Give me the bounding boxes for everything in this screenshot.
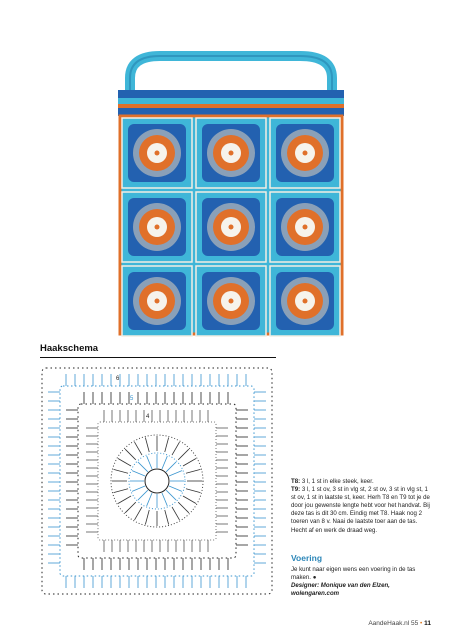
end-bullet-icon: ● [312,574,317,582]
row-t9-label: T9: [291,486,301,494]
round-marker-6: 6 [116,376,120,382]
round-marker-4: 4 [146,414,150,420]
stitch-symbol [147,493,152,506]
row-t8 [291,478,431,486]
granny-square [270,118,340,188]
stitch-symbol [132,486,145,491]
stitch-symbol [165,438,169,452]
granny-square [196,192,266,262]
diagram-title: Haakschema [40,343,276,358]
stitch-symbol [114,489,128,493]
stitch-symbol [169,471,182,476]
stitch-symbol [135,507,143,520]
granny-square [196,266,266,336]
stitch-symbol [125,502,136,513]
row-t9 [291,486,431,535]
stitch-symbol [162,493,167,506]
stitch-symbol [178,502,189,513]
designer-website: wolengaren.com [291,590,340,598]
voering-heading: Voering [291,553,323,563]
stitch-symbol [138,490,148,500]
stitch-symbol [135,442,143,455]
stitch-symbol [169,486,182,491]
granny-square [270,266,340,336]
stitch-symbol [145,438,149,452]
stitch-symbol [183,496,196,504]
designer-credit: Designer: Monique van den Elzen, [291,582,390,590]
row-t9-text: 3 l, 1 st ov, 3 st in vlg st, 2 st ov, 3 st in vlg st, 1 st ov, 1 st in laatste st, keer. Herh T8 en T9 tot je de door jou gewenste lengte hebt voor het handvat. Bij deze tas is dit 30 cm. Eindig met T8. Haak nog 2 toeren van 8 v. Naai de laatste toer aan de tas. Hecht af en werk de draad weg. [291,486,430,534]
row-t8-label: T8: [291,478,301,485]
stitch-symbol [186,489,200,493]
stitch-symbol [166,462,176,472]
instructions-block [291,478,431,535]
stitch-symbol [118,496,131,504]
stitch-symbol [186,469,200,473]
voering-block [291,566,431,598]
stitch-symbol [147,456,152,469]
crochet-bag-photo [100,48,362,338]
stitch-symbol [114,469,128,473]
granny-square [122,266,192,336]
crochet-chart-diagram [38,360,278,600]
footer-site: AandeHaak.nl 55 [368,620,419,627]
stitch-symbol [145,510,149,524]
stitch-symbol [172,507,180,520]
stitch-symbol [138,462,148,472]
stitch-symbol [118,459,131,467]
granny-square [196,118,266,188]
stitch-symbol [125,449,136,460]
row-t8-text: 3 l, 1 st in elke steek, keer. [301,478,374,485]
granny-square [270,192,340,262]
stitch-symbol [166,490,176,500]
stitch-symbol [178,449,189,460]
stitch-symbol [162,456,167,469]
voering-text: Je kunt naar eigen wens een voering in de tas maken. [291,566,416,582]
stitch-symbol [183,459,196,467]
granny-square [122,192,192,262]
footer-bullet-icon: • [420,620,423,627]
page-footer [368,620,431,627]
granny-square [122,118,192,188]
stitch-symbol [172,442,180,455]
page-number: 11 [424,620,431,627]
round-marker-5: 5 [130,396,134,402]
stitch-symbol [165,510,169,524]
stitch-symbol [132,471,145,476]
